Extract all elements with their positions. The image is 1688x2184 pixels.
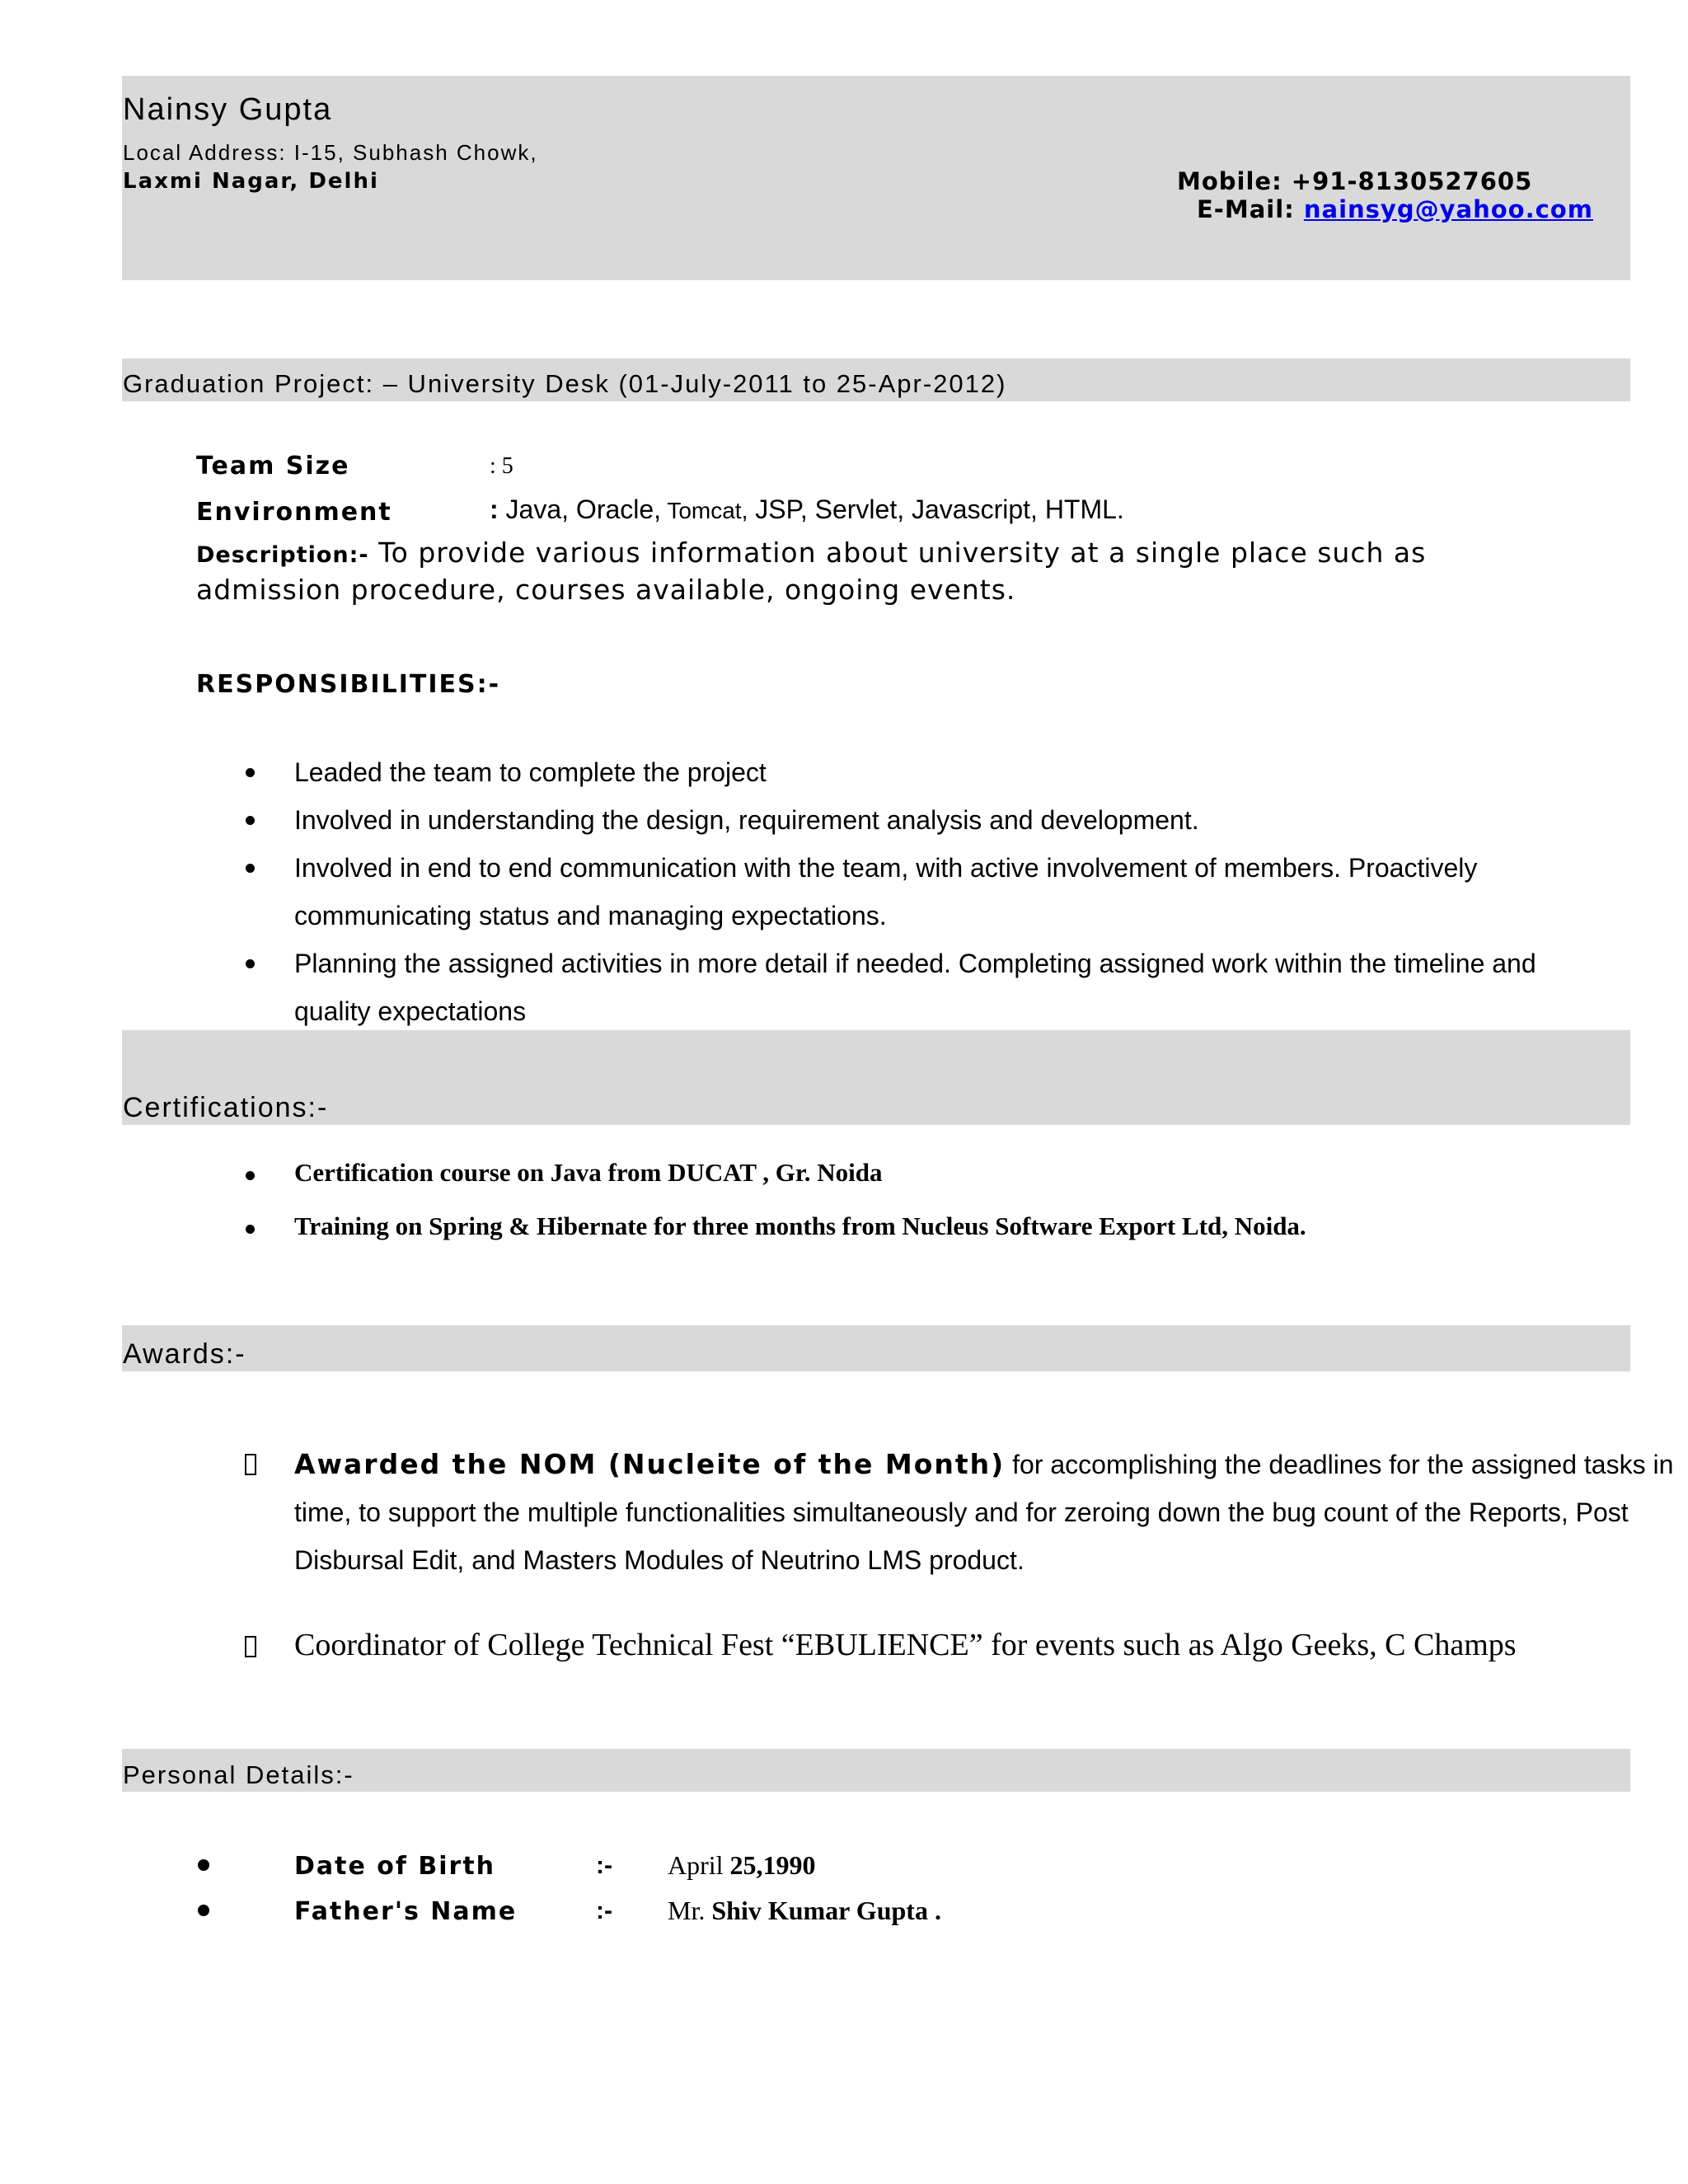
award-item: Coordinator of College Technical Fest “EBULIENCE” for events such as Algo Geeks, C Champs — [294, 1628, 1517, 1662]
checkbox-bullet-icon — [245, 1636, 256, 1657]
certifications-heading-band — [122, 1030, 1630, 1125]
email-label: E-Mail: — [1197, 195, 1295, 223]
bullet-icon — [246, 959, 255, 968]
bullet-icon — [246, 1225, 255, 1234]
environment-label: Environment — [196, 498, 392, 527]
checkbox-bullet-icon — [245, 1454, 256, 1475]
award-item — [294, 1441, 1688, 1584]
father-name-separator: :- — [596, 1897, 612, 1924]
bullet-icon — [246, 1171, 255, 1180]
candidate-name: Nainsy Gupta — [123, 92, 333, 127]
bullet-icon — [246, 864, 255, 873]
dob-separator: :- — [596, 1852, 612, 1879]
personal-heading: Personal Details:- — [123, 1760, 354, 1789]
certification-item: Certification course on Java from DUCAT , Gr. Noida — [294, 1158, 883, 1187]
bullet-icon — [198, 1859, 209, 1871]
responsibility-item: Involved in understanding the design, requirement analysis and development. — [294, 805, 1199, 835]
project-heading: Graduation Project: – University Desk (01-July-2011 to 25-Apr-2012) — [123, 369, 1007, 398]
award-title: Awarded the NOM (Nucleite of the Month) — [294, 1448, 1006, 1480]
bullet-icon — [198, 1905, 209, 1916]
address-line-2: Laxmi Nagar, Delhi — [123, 169, 379, 194]
email-row — [1197, 195, 1593, 223]
responsibility-item-continued: quality expectations — [294, 996, 527, 1026]
project-description — [196, 536, 1564, 607]
environment-value: : Java, Oracle, Tomcat, JSP, Servlet, Javascript, HTML. — [490, 494, 1124, 524]
address-line-1: Local Address: I-15, Subhash Chowk, — [123, 140, 538, 165]
team-size-value: : 5 — [490, 453, 513, 479]
awards-heading-band — [122, 1325, 1630, 1371]
awards-heading: Awards:- — [123, 1338, 246, 1370]
father-name-value: Mr. Shiv Kumar Gupta . — [668, 1896, 941, 1925]
bullet-icon — [246, 768, 255, 777]
certification-item: Training on Spring & Hibernate for three months from Nucleus Software Export Ltd, Noida. — [294, 1212, 1306, 1240]
team-size-label: Team Size — [196, 452, 350, 480]
award-description: for accomplishing the deadlines for the assigned tasks in time, to support the multiple functionalities simultaneously and for zeroing down the bug count of the Reports, Post Disbursal Edit, and Masters Modules of Neutrino LMS product. — [294, 1450, 1674, 1575]
father-name-label: Father's Name — [294, 1897, 518, 1926]
dob-label: Date of Birth — [294, 1852, 496, 1881]
bullet-icon — [246, 816, 255, 825]
responsibility-item: Leaded the team to complete the project — [294, 757, 767, 787]
responsibilities-title: RESPONSIBILITIES:- — [196, 670, 501, 699]
certifications-heading: Certifications:- — [123, 1092, 329, 1123]
email-link[interactable]: nainsyg@yahoo.com — [1303, 195, 1593, 223]
description-label: Description:- — [196, 542, 369, 568]
responsibility-item: Planning the assigned activities in more detail if needed. Completing assigned work within the timeline and — [294, 949, 1536, 978]
mobile-number: Mobile: +91-8130527605 — [1177, 167, 1533, 195]
responsibility-item: Involved in end to end communication with the team, with active involvement of members. Proactively — [294, 853, 1478, 883]
environment-colon: : — [490, 494, 499, 524]
description-text: To provide various information about university at a single place such as admission procedure, courses available, ongoing events. — [196, 537, 1427, 606]
responsibility-item-continued: communicating status and managing expectations. — [294, 901, 887, 930]
dob-value: April 25,1990 — [668, 1850, 816, 1880]
